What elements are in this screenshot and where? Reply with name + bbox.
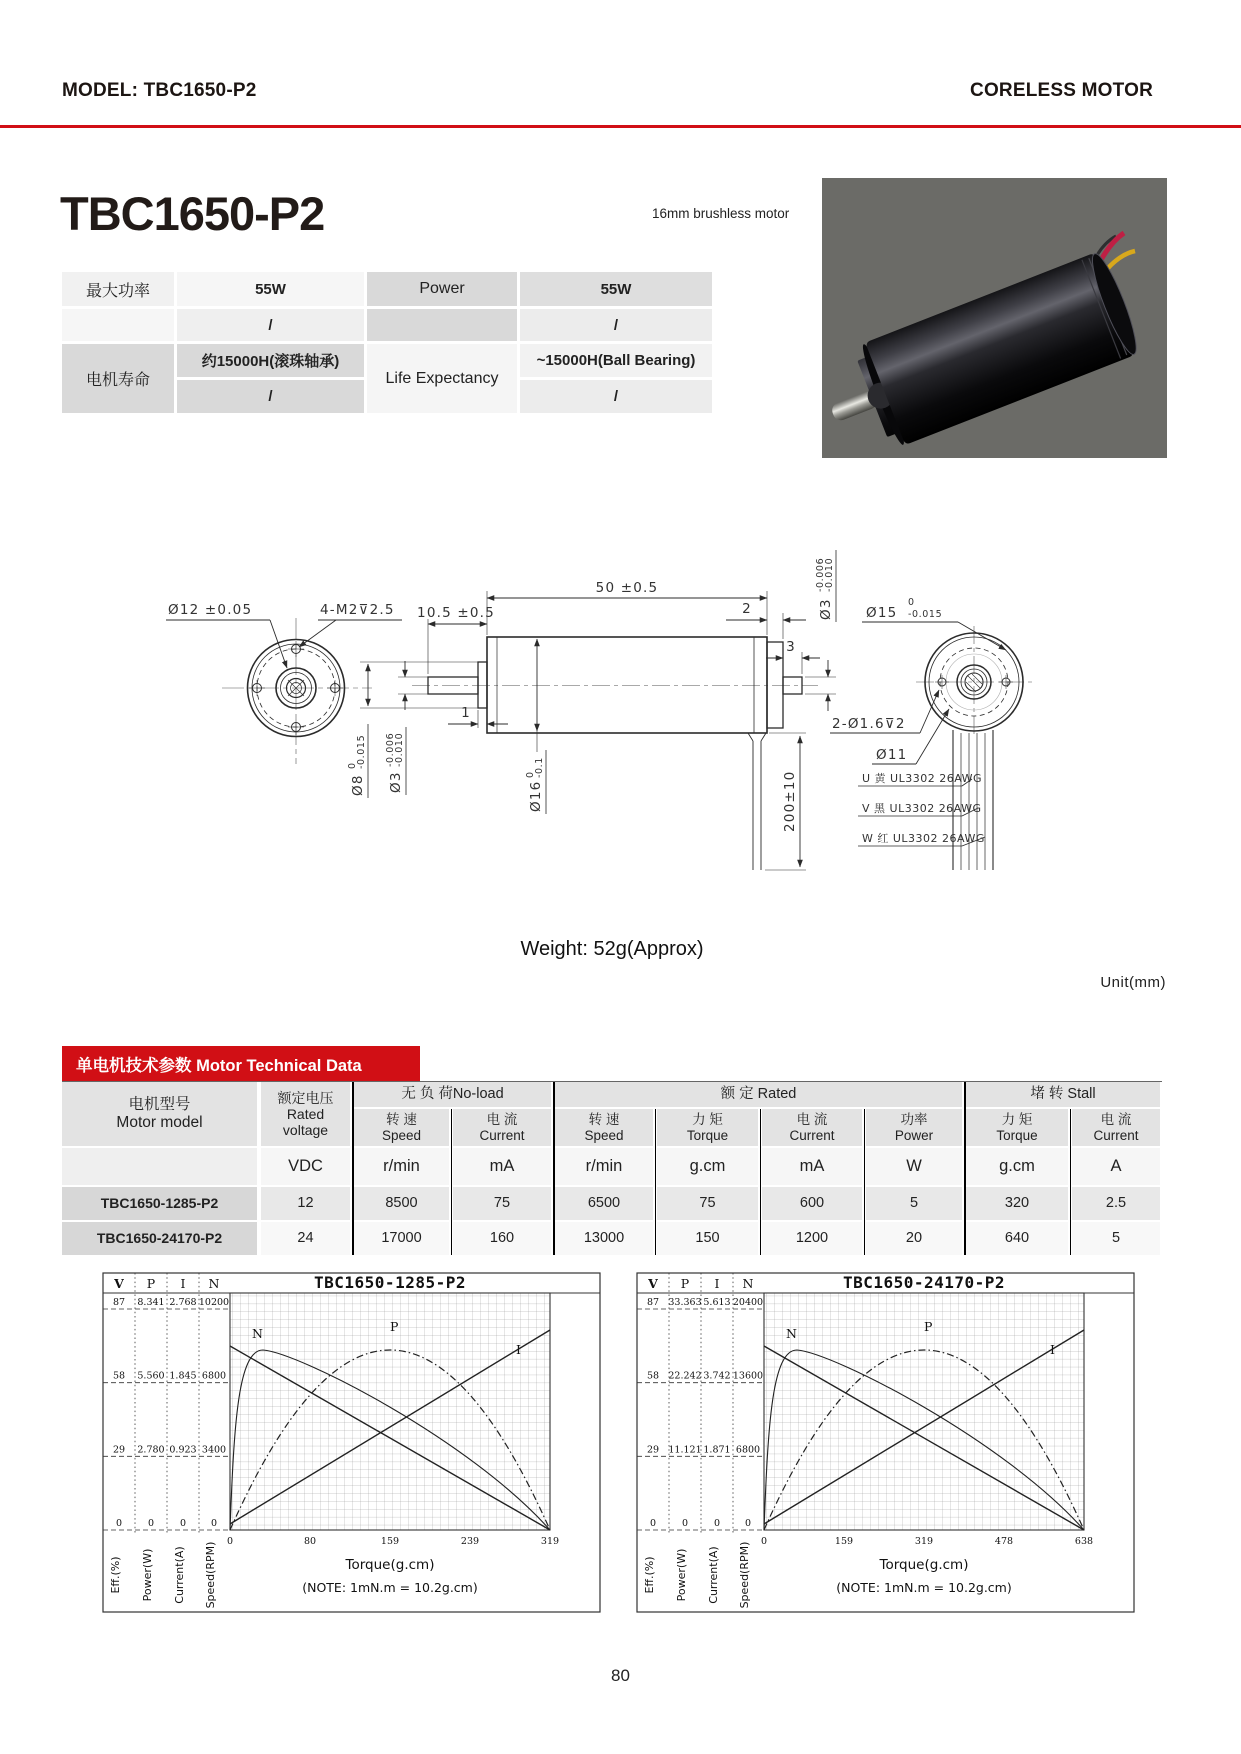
- spec-value-life-cn: 约15000H(滚珠轴承): [177, 344, 364, 377]
- col-header-n: N: [208, 1276, 220, 1291]
- dim-105-label: 10.5 ±0.5: [417, 605, 495, 621]
- unit-gcm1: g.cm: [657, 1148, 758, 1185]
- curve-label-p: P: [924, 1319, 933, 1334]
- dimension-drawing: [0, 540, 1241, 900]
- row1-stall-current: 2.5: [1072, 1187, 1160, 1220]
- table-divider: [553, 1082, 555, 1255]
- tick: 20400: [732, 1297, 764, 1308]
- unit-note: Unit(mm): [1100, 974, 1166, 991]
- table-divider-thin: [451, 1109, 452, 1255]
- chart-1285: [103, 1273, 600, 1612]
- col-header-v: V: [114, 1276, 124, 1291]
- svg-text:Ø8: Ø8: [350, 774, 366, 796]
- rear-wires: [953, 730, 993, 870]
- row2-rated-current: 1200: [762, 1222, 862, 1255]
- col-header-voltage: [261, 1082, 350, 1146]
- wire-w-label: W 红 UL3302 26AWG: [862, 832, 985, 845]
- chart-24170: [637, 1273, 1134, 1612]
- col-header-v: V: [648, 1276, 658, 1291]
- svg-text:-0.015: -0.015: [356, 734, 367, 769]
- row2-rated-speed: 13000: [555, 1222, 653, 1255]
- row1-rated-speed: 6500: [555, 1187, 653, 1220]
- x-tick: 638: [1074, 1536, 1094, 1547]
- x-axis-label: Torque(g.cm): [345, 1557, 435, 1573]
- tick: 0: [179, 1518, 187, 1529]
- curve-label-i: I: [516, 1342, 521, 1357]
- tick: 3.742: [703, 1370, 731, 1382]
- dim-d16-label: [525, 750, 546, 814]
- axis-label-current: Current(A): [173, 1546, 186, 1604]
- tick: 0: [115, 1518, 123, 1529]
- x-tick: 80: [303, 1536, 317, 1547]
- spec-empty-cell: [367, 309, 517, 341]
- tick: 29: [646, 1444, 660, 1456]
- performance-charts: [0, 1272, 1241, 1620]
- curve-label-n: N: [252, 1326, 263, 1341]
- tick: 11.121: [668, 1444, 702, 1456]
- sub-header-rated-speed: 转 速 Speed: [555, 1109, 653, 1146]
- spec-empty-cell: [62, 309, 174, 341]
- x-tick: 478: [994, 1536, 1014, 1547]
- tick: 1.871: [703, 1444, 731, 1456]
- voltage-header-en2: voltage: [282, 1122, 329, 1139]
- model-header-en: Motor model: [116, 1114, 203, 1131]
- table-divider-thin: [1070, 1109, 1071, 1255]
- header-category-label: CORELESS MOTOR: [970, 80, 1153, 101]
- axis-label-eff: Eff.(%): [643, 1556, 656, 1594]
- curve-label-i: I: [1050, 1342, 1055, 1357]
- dim-2-label: 2: [742, 601, 752, 617]
- spec-label-max-power-cn: 最大功率: [62, 272, 174, 306]
- row1-vdc: 12: [261, 1187, 350, 1220]
- unit-gcm2: g.cm: [966, 1148, 1068, 1185]
- table-divider: [964, 1082, 966, 1255]
- row2-noload-current: 160: [453, 1222, 551, 1255]
- dim-50-label: 50 ±0.5: [595, 580, 659, 596]
- row2-stall-torque: 640: [966, 1222, 1068, 1255]
- tick: 6800: [735, 1444, 761, 1456]
- rear-view: [830, 597, 1032, 870]
- svg-text:200±10: 200±10: [782, 770, 798, 832]
- tick: 0: [713, 1518, 721, 1529]
- tick: 87: [646, 1297, 660, 1308]
- svg-text:Ø16: Ø16: [528, 780, 544, 812]
- tick: 0: [681, 1518, 689, 1529]
- tick: 29: [112, 1444, 126, 1456]
- row2-noload-speed: 17000: [354, 1222, 449, 1255]
- tick: 58: [646, 1370, 660, 1382]
- tick: 5.613: [703, 1297, 731, 1308]
- svg-text:-0.010: -0.010: [824, 557, 835, 592]
- voltage-header-en1: Rated: [286, 1105, 325, 1122]
- dim-d15-lo: -0.015: [908, 609, 943, 620]
- row1-noload-speed: 8500: [354, 1187, 449, 1220]
- dim-d12-label: Ø12 ±0.05: [168, 602, 253, 618]
- x-axis-label: Torque(g.cm): [879, 1557, 969, 1573]
- spec-value-r4-en: /: [520, 380, 712, 413]
- group-header-rated: 额 定 Rated: [555, 1082, 962, 1107]
- spec-value-max-power-cn: 55W: [177, 272, 364, 306]
- col-header-n: N: [742, 1276, 754, 1291]
- row1-rated-current: 600: [762, 1187, 862, 1220]
- table-divider-thin: [864, 1109, 865, 1255]
- row2-stall-current: 5: [1072, 1222, 1160, 1255]
- row-model-2: TBC1650-24170-P2: [62, 1222, 257, 1255]
- voltage-header-cn: 额定电压: [277, 1089, 334, 1106]
- unit-rpm2: r/min: [555, 1148, 653, 1185]
- spec-value-r2-en: /: [520, 309, 712, 341]
- tick: 13600: [732, 1370, 764, 1382]
- tick: 22.242: [668, 1370, 702, 1382]
- tick: 3400: [201, 1444, 227, 1456]
- tick: 8.341: [137, 1297, 165, 1308]
- x-tick: 239: [460, 1536, 480, 1547]
- spec-label-life-en: Life Expectancy: [367, 344, 517, 413]
- tick: 0.923: [169, 1444, 197, 1456]
- unit-vdc: VDC: [261, 1148, 350, 1185]
- dim-1-label: 1: [461, 705, 471, 721]
- row1-noload-current: 75: [453, 1187, 551, 1220]
- wire-v-label: V 黑 UL3302 26AWG: [862, 802, 982, 815]
- units-cell-blank: [62, 1148, 257, 1185]
- spec-label-life-cn: 电机寿命: [62, 344, 174, 413]
- x-tick: 159: [380, 1536, 400, 1547]
- dim-d3-left-label: [385, 727, 406, 795]
- spec-value-life-en: ~15000H(Ball Bearing): [520, 344, 712, 377]
- row2-vdc: 24: [261, 1222, 350, 1255]
- col-header-p: P: [680, 1276, 690, 1291]
- dim-d15-label: Ø15: [866, 605, 898, 621]
- header-rule: [0, 125, 1241, 128]
- page-number: 80: [611, 1666, 630, 1685]
- table-divider-thin: [760, 1109, 761, 1255]
- side-wires: [748, 733, 766, 870]
- axis-label-current: Current(A): [707, 1546, 720, 1604]
- model-header-cn: 电机型号: [128, 1096, 191, 1114]
- spec-label-power-en: Power: [367, 272, 517, 306]
- sub-header-rated-power: 功率 Power: [866, 1109, 962, 1146]
- curve-label-n: N: [786, 1326, 797, 1341]
- tick: 6800: [201, 1370, 227, 1382]
- svg-text:Ø3: Ø3: [818, 598, 834, 620]
- svg-text:0: 0: [347, 762, 358, 769]
- axis-label-speed: Speed(RPM): [204, 1541, 217, 1609]
- header-model-label: MODEL: TBC1650-P2: [62, 80, 257, 101]
- unit-w: W: [866, 1148, 962, 1185]
- tick: 0: [649, 1518, 657, 1529]
- tick: 58: [112, 1370, 126, 1382]
- product-photo: [822, 178, 1167, 458]
- tick: 5.560: [137, 1370, 165, 1382]
- svg-text:-0.010: -0.010: [394, 732, 405, 767]
- axis-label-power: Power(W): [675, 1548, 688, 1602]
- sub-header-stall-torque: 力 矩 Torque: [966, 1109, 1068, 1146]
- tech-data-banner: 单电机技术参数 Motor Technical Data: [62, 1046, 420, 1082]
- sub-header-noload-current: 电 流 Current: [453, 1109, 551, 1146]
- spec-value-r2-cn: /: [177, 309, 364, 341]
- dim-m2-label: 4-M2⊽2.5: [320, 602, 395, 618]
- unit-a: A: [1072, 1148, 1160, 1185]
- row-model-1: TBC1650-1285-P2: [62, 1187, 257, 1220]
- side-view: [347, 550, 836, 870]
- tick: 1.845: [169, 1370, 197, 1382]
- chart-title: TBC1650-1285-P2: [314, 1273, 466, 1292]
- dim-3-label: 3: [786, 639, 796, 655]
- chart-title: TBC1650-24170-P2: [842, 1273, 1006, 1292]
- sub-header-noload-speed: 转 速 Speed: [354, 1109, 449, 1146]
- wire-u-label: U 黄 UL3302 26AWG: [862, 772, 983, 785]
- svg-text:-0.006: -0.006: [385, 732, 396, 767]
- x-tick: 159: [834, 1536, 854, 1547]
- axis-label-speed: Speed(RPM): [738, 1541, 751, 1609]
- tick: 0: [210, 1518, 218, 1529]
- axis-label-eff: Eff.(%): [109, 1556, 122, 1594]
- unit-rpm1: r/min: [354, 1148, 449, 1185]
- tick: 87: [112, 1297, 126, 1308]
- dim-d11-label: Ø11: [876, 747, 908, 763]
- col-header-model: [62, 1082, 257, 1146]
- svg-text:Ø3: Ø3: [388, 771, 404, 793]
- x-tick: 319: [540, 1536, 560, 1547]
- tick: 0: [744, 1518, 752, 1529]
- dim-d3-right-label: [815, 550, 836, 622]
- x-tick: 319: [914, 1536, 934, 1547]
- page-subtitle: 16mm brushless motor: [652, 206, 790, 221]
- sub-header-stall-current: 电 流 Current: [1072, 1109, 1160, 1146]
- col-header-i: I: [714, 1276, 720, 1291]
- svg-text:-0.006: -0.006: [815, 557, 826, 592]
- x-tick: 0: [760, 1536, 768, 1547]
- page-title: TBC1650-P2: [60, 187, 325, 240]
- col-header-p: P: [146, 1276, 156, 1291]
- table-divider: [352, 1082, 354, 1255]
- table-divider-thin: [655, 1109, 656, 1255]
- x-tick: 0: [226, 1536, 234, 1547]
- dim-d8-label: [347, 724, 368, 798]
- dim-holes-label: 2-Ø1.6⊽2: [832, 716, 906, 732]
- curve-label-p: P: [390, 1319, 399, 1334]
- dim-200-label: [782, 771, 798, 832]
- row1-rated-torque: 75: [657, 1187, 758, 1220]
- tick: 10200: [198, 1297, 230, 1308]
- tick: 2.768: [169, 1297, 197, 1308]
- row1-stall-torque: 320: [966, 1187, 1068, 1220]
- group-header-stall: 堵 转 Stall: [966, 1082, 1160, 1107]
- svg-text:-0.1: -0.1: [534, 757, 545, 778]
- spec-value-r4-cn: /: [177, 380, 364, 413]
- chart-note: (NOTE: 1mN.m = 10.2g.cm): [836, 1580, 1012, 1595]
- tick: 33.363: [668, 1297, 702, 1308]
- dim-d15-hi: 0: [908, 597, 915, 608]
- row2-rated-power: 20: [866, 1222, 962, 1255]
- col-header-i: I: [180, 1276, 186, 1291]
- sub-header-rated-torque: 力 矩 Torque: [657, 1109, 758, 1146]
- spec-value-power-en: 55W: [520, 272, 712, 306]
- weight-note: Weight: 52g(Approx): [520, 938, 704, 960]
- svg-text:0: 0: [525, 771, 536, 778]
- sub-header-rated-current: 电 流 Current: [762, 1109, 862, 1146]
- unit-ma2: mA: [762, 1148, 862, 1185]
- tick: 2.780: [137, 1444, 165, 1456]
- group-header-noload: 无 负 荷No-load: [354, 1082, 551, 1107]
- tick: 0: [147, 1518, 155, 1529]
- unit-ma1: mA: [453, 1148, 551, 1185]
- row2-rated-torque: 150: [657, 1222, 758, 1255]
- chart-note: (NOTE: 1mN.m = 10.2g.cm): [302, 1580, 478, 1595]
- row1-rated-power: 5: [866, 1187, 962, 1220]
- axis-label-power: Power(W): [141, 1548, 154, 1602]
